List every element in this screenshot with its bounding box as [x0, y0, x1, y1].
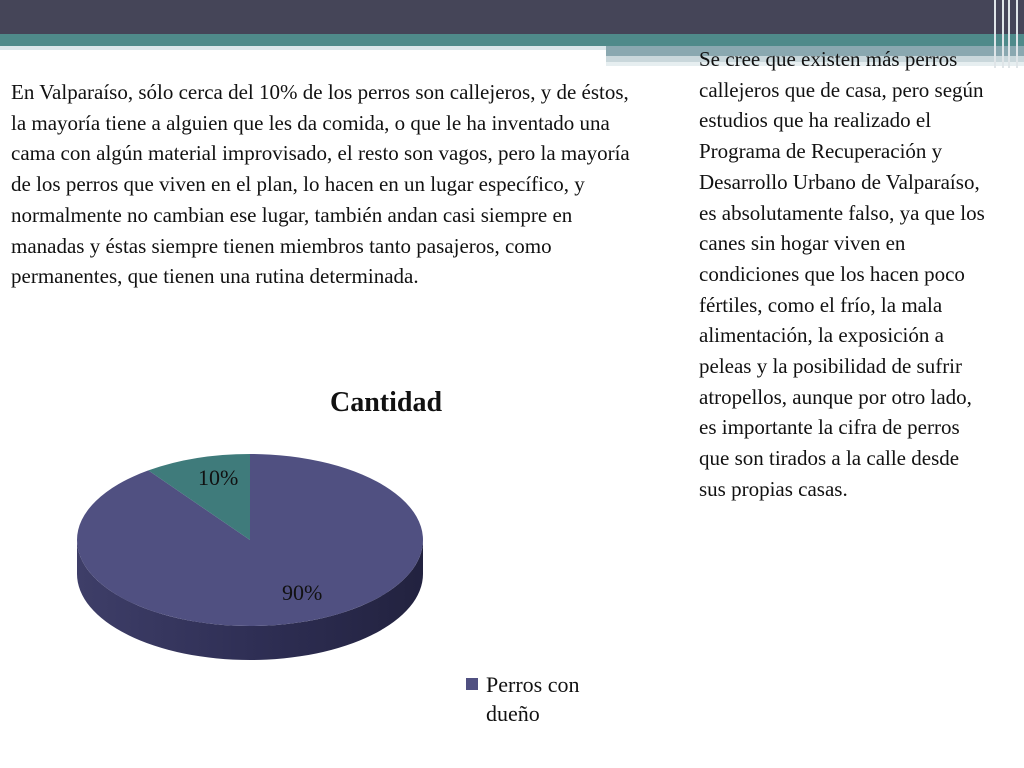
- right-paragraph: Se cree que existen más perros callejeros que de casa, pero según estudios que ha realizado el Programa de Recuperación y Desarrollo Urbano de Valparaíso, es absolutamente falso, ya que los canes sin hogar viven en condiciones que los hacen poco fértiles, como el frío, la mala alimentación, la exposición a peleas y la posibilidad de sufrir atropellos, aunque por otro lado, es importante la cifra de perros que son tirados a la calle desde sus propias casas.: [699, 47, 985, 501]
- legend-label: Perros con dueño: [486, 672, 580, 726]
- chart-title: Cantidad: [329, 387, 443, 418]
- legend-swatch: [466, 678, 478, 690]
- pie-chart: [60, 440, 440, 680]
- left-paragraph: En Valparaíso, sólo cerca del 10% de los perros son callejeros, y de éstos, la mayoría tiene a alguien que les da comida, o que le ha inventado una cama con algún material improvisado, el resto son vagos, pero la mayoría de los perros que viven en el plan, lo hacen en un lugar específico, y normalmente no cambian ese lugar, también andan casi siempre en manadas y éstas siempre tienen miembros tanto pasajeros, como permanentes, que tienen una rutina determinada.: [11, 80, 630, 289]
- pie-label-10: 10%: [198, 465, 239, 490]
- pie-label-90: 90%: [282, 580, 323, 605]
- header-light-strip: [0, 46, 606, 50]
- chart-legend: [466, 670, 626, 728]
- header-dark-bar: [0, 0, 1024, 34]
- decorative-vertical-lines: [992, 0, 1024, 68]
